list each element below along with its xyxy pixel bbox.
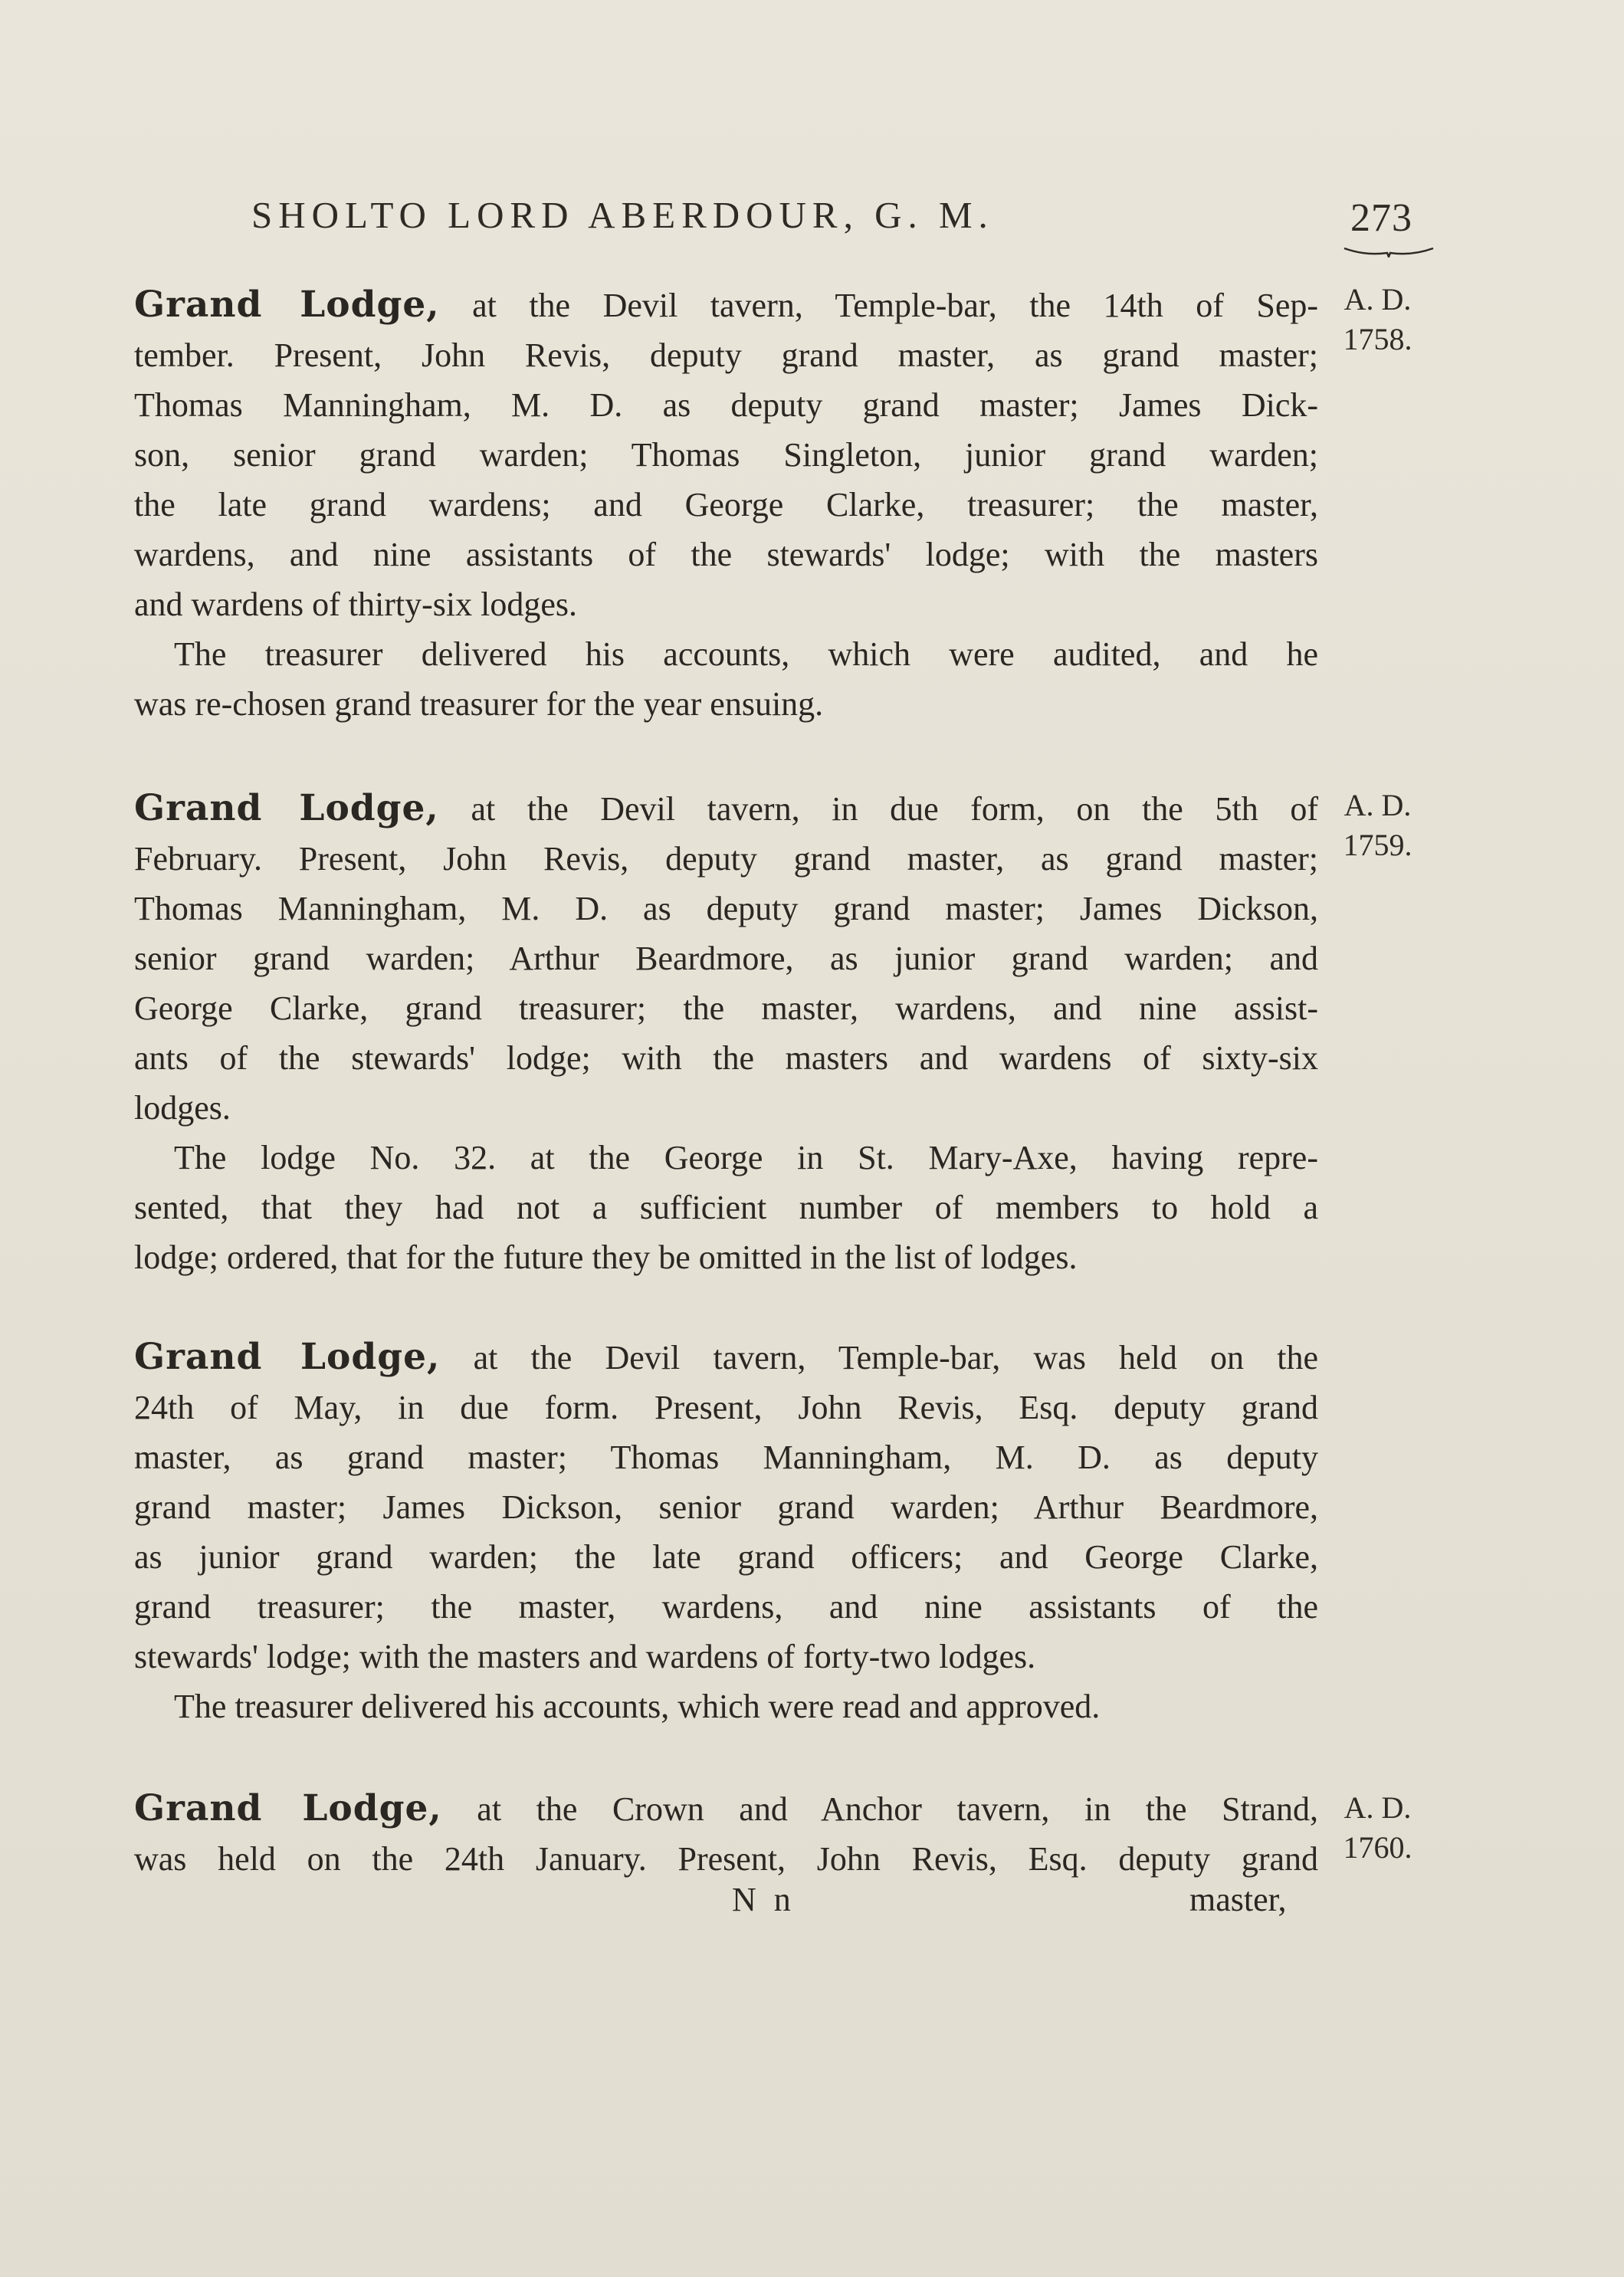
signature-mark: N n (732, 1881, 796, 1918)
entry-heading: Grand Lodge, (134, 1787, 442, 1829)
entry-heading: Grand Lodge, (134, 787, 439, 829)
page-number: 273 (1350, 196, 1412, 240)
margin-date-1760: A. D. 1760. (1343, 1790, 1412, 1865)
folio-bracket (1343, 247, 1435, 258)
entry-may: Grand Lodge, at the Devil tavern, Temple-bar, was held on the 24th of May, in due form. Present, John Revis, Esq. deputy grand master, as grand master; Thomas Manningham, M. D. as deputy grand master; James Dickson, senior grand warden; Arthur Beardmore, as junior grand warden; the late grand officers; and George Clarke, grand treasurer; the master, wardens, and nine assistants of the stewards' lodge; with the masters and wardens of forty-two lodges. The treasurer delivered his accounts, which were read and approved. (134, 1336, 1318, 1725)
entry-1760: Grand Lodge, at the Crown and Anchor tavern, in the Strand, was held on the 24th January. Present, John Revis, Esq. deputy grand (134, 1787, 1318, 1878)
entry-1759: Grand Lodge, at the Devil tavern, in due form, on the 5th of February. Present, John Revis, deputy grand master, as grand master; Thomas Manningham, M. D. as deputy grand master; James Dickson, senior grand warden; Arthur Beardmore, as junior grand warden; and George Clarke, grand treasurer; the master, wardens, and nine assist- ants of the stewards' lodge; with the masters and wardens of sixty-six lodges. The lodge No. 32. at the George in St. Mary-Axe, having repre- sented, that they had not a sufficient number of members to hold a lodge; ordered, that for the future they be omitted in the list of lodges. (134, 787, 1318, 1276)
entry-1758: Grand Lodge, at the Devil tavern, Temple-bar, the 14th of Sep- tember. Present, John Revis, deputy grand master, as grand master; Thomas Manningham, M. D. as deputy grand master; James Dick- son, senior grand warden; Thomas Singleton, junior grand warden; the late grand wardens; and George Clarke, treasurer; the master, wardens, and nine assistants of the stewards' lodge; with the masters and wardens of thirty-six lodges. The treasurer delivered his accounts, which were audited, and he was re-chosen grand treasurer for the year ensuing. (134, 284, 1318, 723)
catchword: master, (1189, 1881, 1287, 1918)
margin-date-1759: A. D. 1759. (1343, 788, 1412, 862)
entry-heading: Grand Lodge, (134, 1336, 441, 1378)
entry-heading: Grand Lodge, (134, 284, 440, 326)
margin-date-1758: A. D. 1758. (1343, 282, 1412, 356)
running-head: SHOLTO LORD ABERDOUR, G. M. (251, 194, 994, 236)
